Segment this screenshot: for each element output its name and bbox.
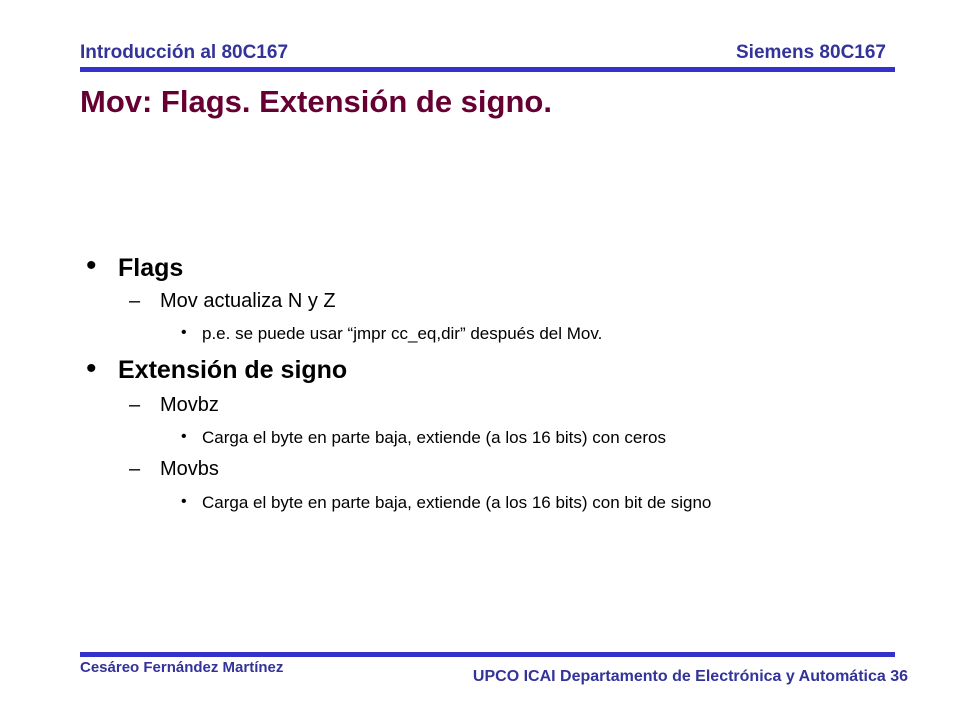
small-bullet-icon: • bbox=[181, 493, 187, 510]
dash-icon: – bbox=[129, 394, 141, 416]
dash-icon: – bbox=[129, 458, 141, 480]
detail-movbz: Carga el byte en parte baja, extiende (a los 16 bits) con ceros bbox=[202, 428, 666, 447]
header-subject: Siemens 80C167 bbox=[736, 42, 886, 63]
subitem-mov-actualiza: Mov actualiza N y Z bbox=[160, 290, 336, 312]
footer-institution-page: UPCO ICAI Departamento de Electrónica y Automática 36 bbox=[472, 668, 908, 685]
detail-jmpr-example: p.e. se puede usar “jmpr cc_eq,dir” después del Mov. bbox=[202, 324, 603, 343]
bullet-icon: • bbox=[86, 352, 97, 385]
bullet-icon: • bbox=[86, 249, 97, 282]
header-divider bbox=[80, 67, 895, 72]
subitem-movbs: Movbs bbox=[160, 458, 219, 480]
bullet-extension-signo: Extensión de signo bbox=[118, 356, 348, 384]
small-bullet-icon: • bbox=[181, 428, 187, 445]
footer-divider bbox=[80, 652, 895, 657]
small-bullet-icon: • bbox=[181, 324, 187, 341]
header-course-title: Introducción al 80C167 bbox=[80, 42, 289, 63]
subitem-movbz: Movbz bbox=[160, 394, 219, 416]
detail-movbs: Carga el byte en parte baja, extiende (a los 16 bits) con bit de signo bbox=[202, 493, 712, 512]
slide-title: Mov: Flags. Extensión de signo. bbox=[80, 84, 552, 119]
dash-icon: – bbox=[129, 290, 141, 312]
footer-author: Cesáreo Fernández Martínez bbox=[80, 659, 284, 676]
bullet-flags: Flags bbox=[118, 254, 184, 282]
